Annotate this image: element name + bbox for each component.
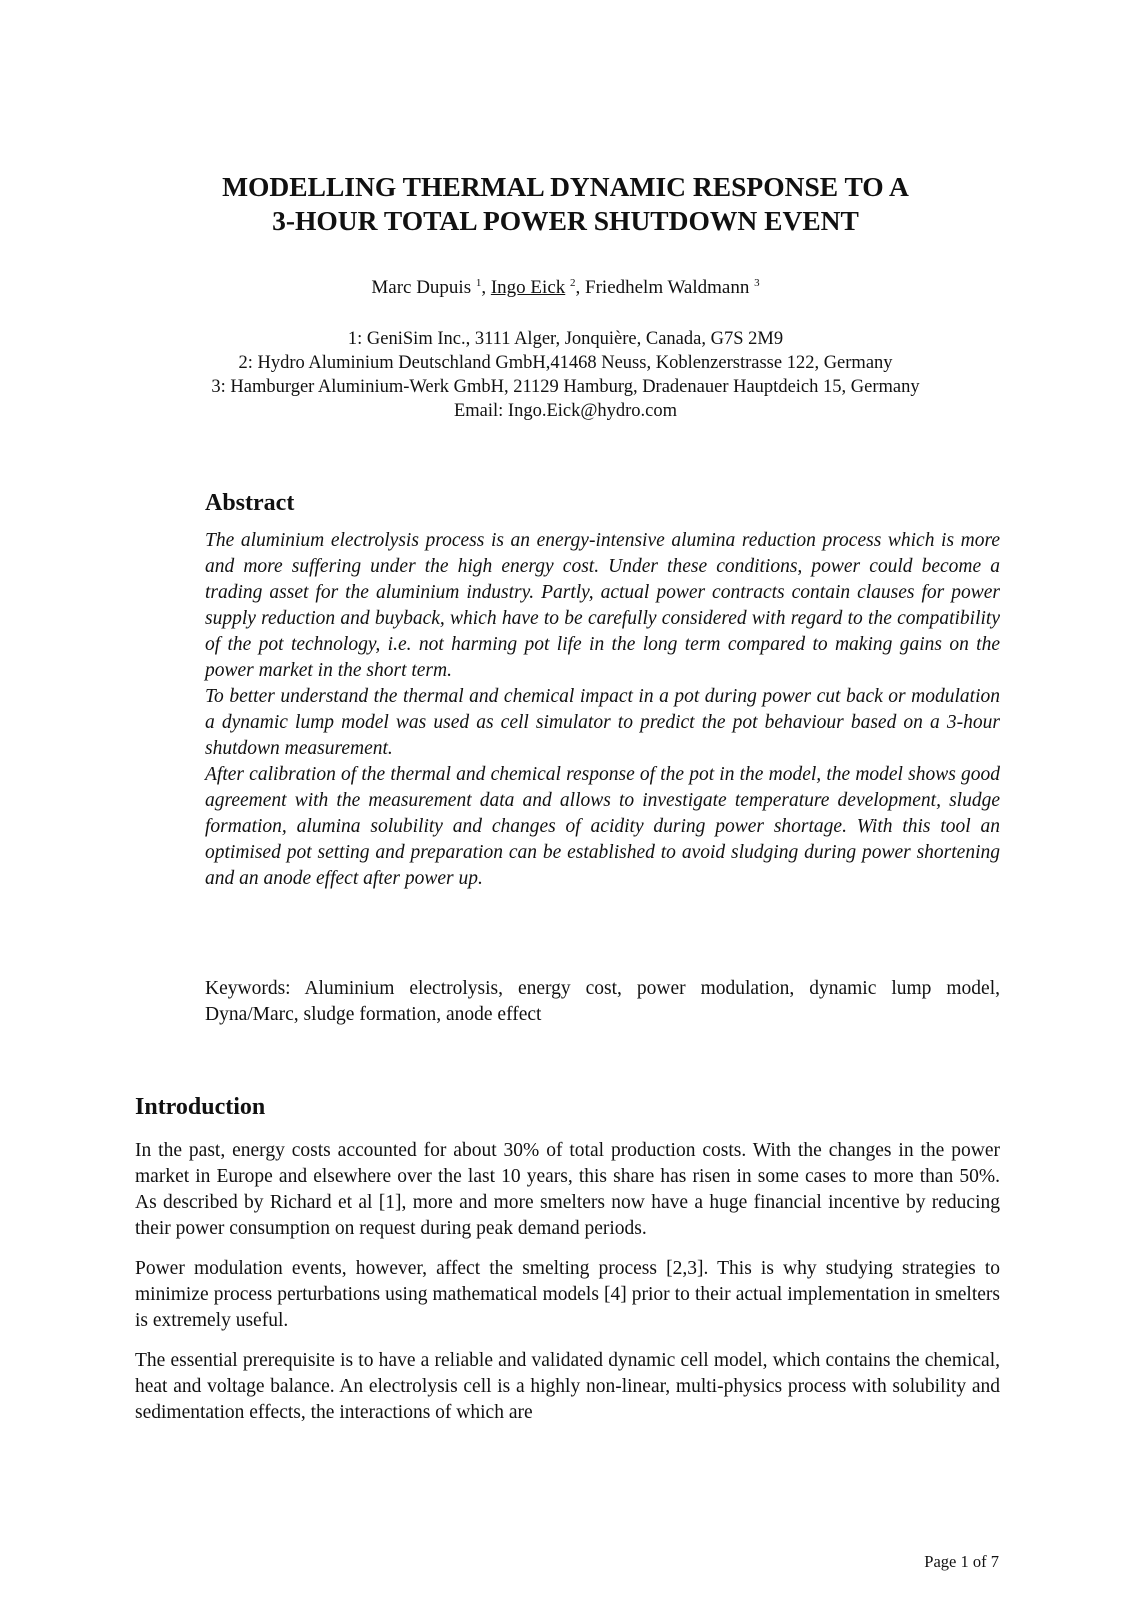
- title-line-2: 3-HOUR TOTAL POWER SHUTDOWN EVENT: [272, 205, 859, 236]
- title-line-1: MODELLING THERMAL DYNAMIC RESPONSE TO A: [222, 171, 909, 202]
- introduction-paragraph: In the past, energy costs accounted for about 30% of total production costs. With the changes in the power market in Europe and elsewhere over the last 10 years, this share has risen in some cases to more than 50%. As described by Richard et al [1], more and more smelters now have a huge financial incentive by reducing their power consumption on request during peak demand periods.: [135, 1140, 1000, 1239]
- author-affil-mark: 1: [475, 277, 482, 289]
- corresponding-author-name: Ingo Eick: [490, 277, 566, 298]
- affiliation-line: 2: Hydro Aluminium Deutschland GmbH,41468 Neuss, Koblenzerstrasse 122, Germany: [238, 353, 893, 373]
- author-affil-mark: 3: [754, 277, 760, 289]
- page-number: Page 1 of 7: [924, 1552, 999, 1571]
- abstract-paragraph: After calibration of the thermal and chemical response of the pot in the model, the model shows good agreement with the measurement data and allows to investigate temperature development, sludge formation, alumina solubility and changes of acidity during power shortage. With this tool an optimised pot setting and preparation can be established to avoid sludging during power shortening and an anode effect after power up.: [205, 764, 1000, 889]
- affiliation-line: 3: Hamburger Aluminium-Werk GmbH, 21129 Hamburg, Dradenauer Hauptdeich 15, Germany: [211, 377, 920, 397]
- introduction-heading: Introduction: [135, 1094, 266, 1120]
- introduction-paragraph: The essential prerequisite is to have a reliable and validated dynamic cell model, which contains the chemical, heat and voltage balance. An electrolysis cell is a highly non-linear, multi-physics process with solubility and sedimentation effects, the interactions of which are: [135, 1350, 1000, 1423]
- introduction-paragraph: Power modulation events, however, affect the smelting process [2,3]. This is why studying strategies to minimize process perturbations using mathematical models [4] prior to their actual implementation in smelters is extremely useful.: [135, 1258, 1000, 1331]
- abstract-paragraph: To better understand the thermal and chemical impact in a pot during power cut back or modulation a dynamic lump model was used as cell simulator to predict the pot behaviour based on a 3-hour shutdown measurement.: [205, 686, 1000, 759]
- author-name: Marc Dupuis: [371, 277, 472, 298]
- author-affil-mark: 2: [570, 277, 576, 289]
- abstract-text: [205, 528, 1000, 892]
- introduction-text: [135, 1138, 1000, 1440]
- abstract-paragraph: The aluminium electrolysis process is an energy-intensive alumina reduction process which is more and more suffering under the high energy cost. Under these conditions, power could become a trading asset for the aluminium industry. Partly, actual power contracts contain clauses for power supply reduction and buyback, which have to be carefully considered with regard to the compatibility of the pot technology, i.e. not harming pot life in the long term compared to making gains on the power market in the short term.: [205, 530, 1000, 681]
- keywords: Keywords: Aluminium electrolysis, energy cost, power modulation, dynamic lump model, Dyna/Marc, sludge formation, anode effect: [205, 978, 1000, 1025]
- author-name: Friedhelm Waldmann: [585, 277, 750, 298]
- affiliations: [0, 327, 1131, 423]
- contact-email: Email: Ingo.Eick@hydro.com: [453, 401, 678, 421]
- author-list: Marc Dupuis $^1$, Ingo Eick $^2$, Friedhelm Waldmann $^3$: [371, 277, 760, 298]
- paper-title: [0, 170, 1131, 238]
- abstract-heading: Abstract: [205, 490, 295, 516]
- affiliation-line: 1: GeniSim Inc., 3111 Alger, Jonquière, Canada, G7S 2M9: [347, 329, 784, 349]
